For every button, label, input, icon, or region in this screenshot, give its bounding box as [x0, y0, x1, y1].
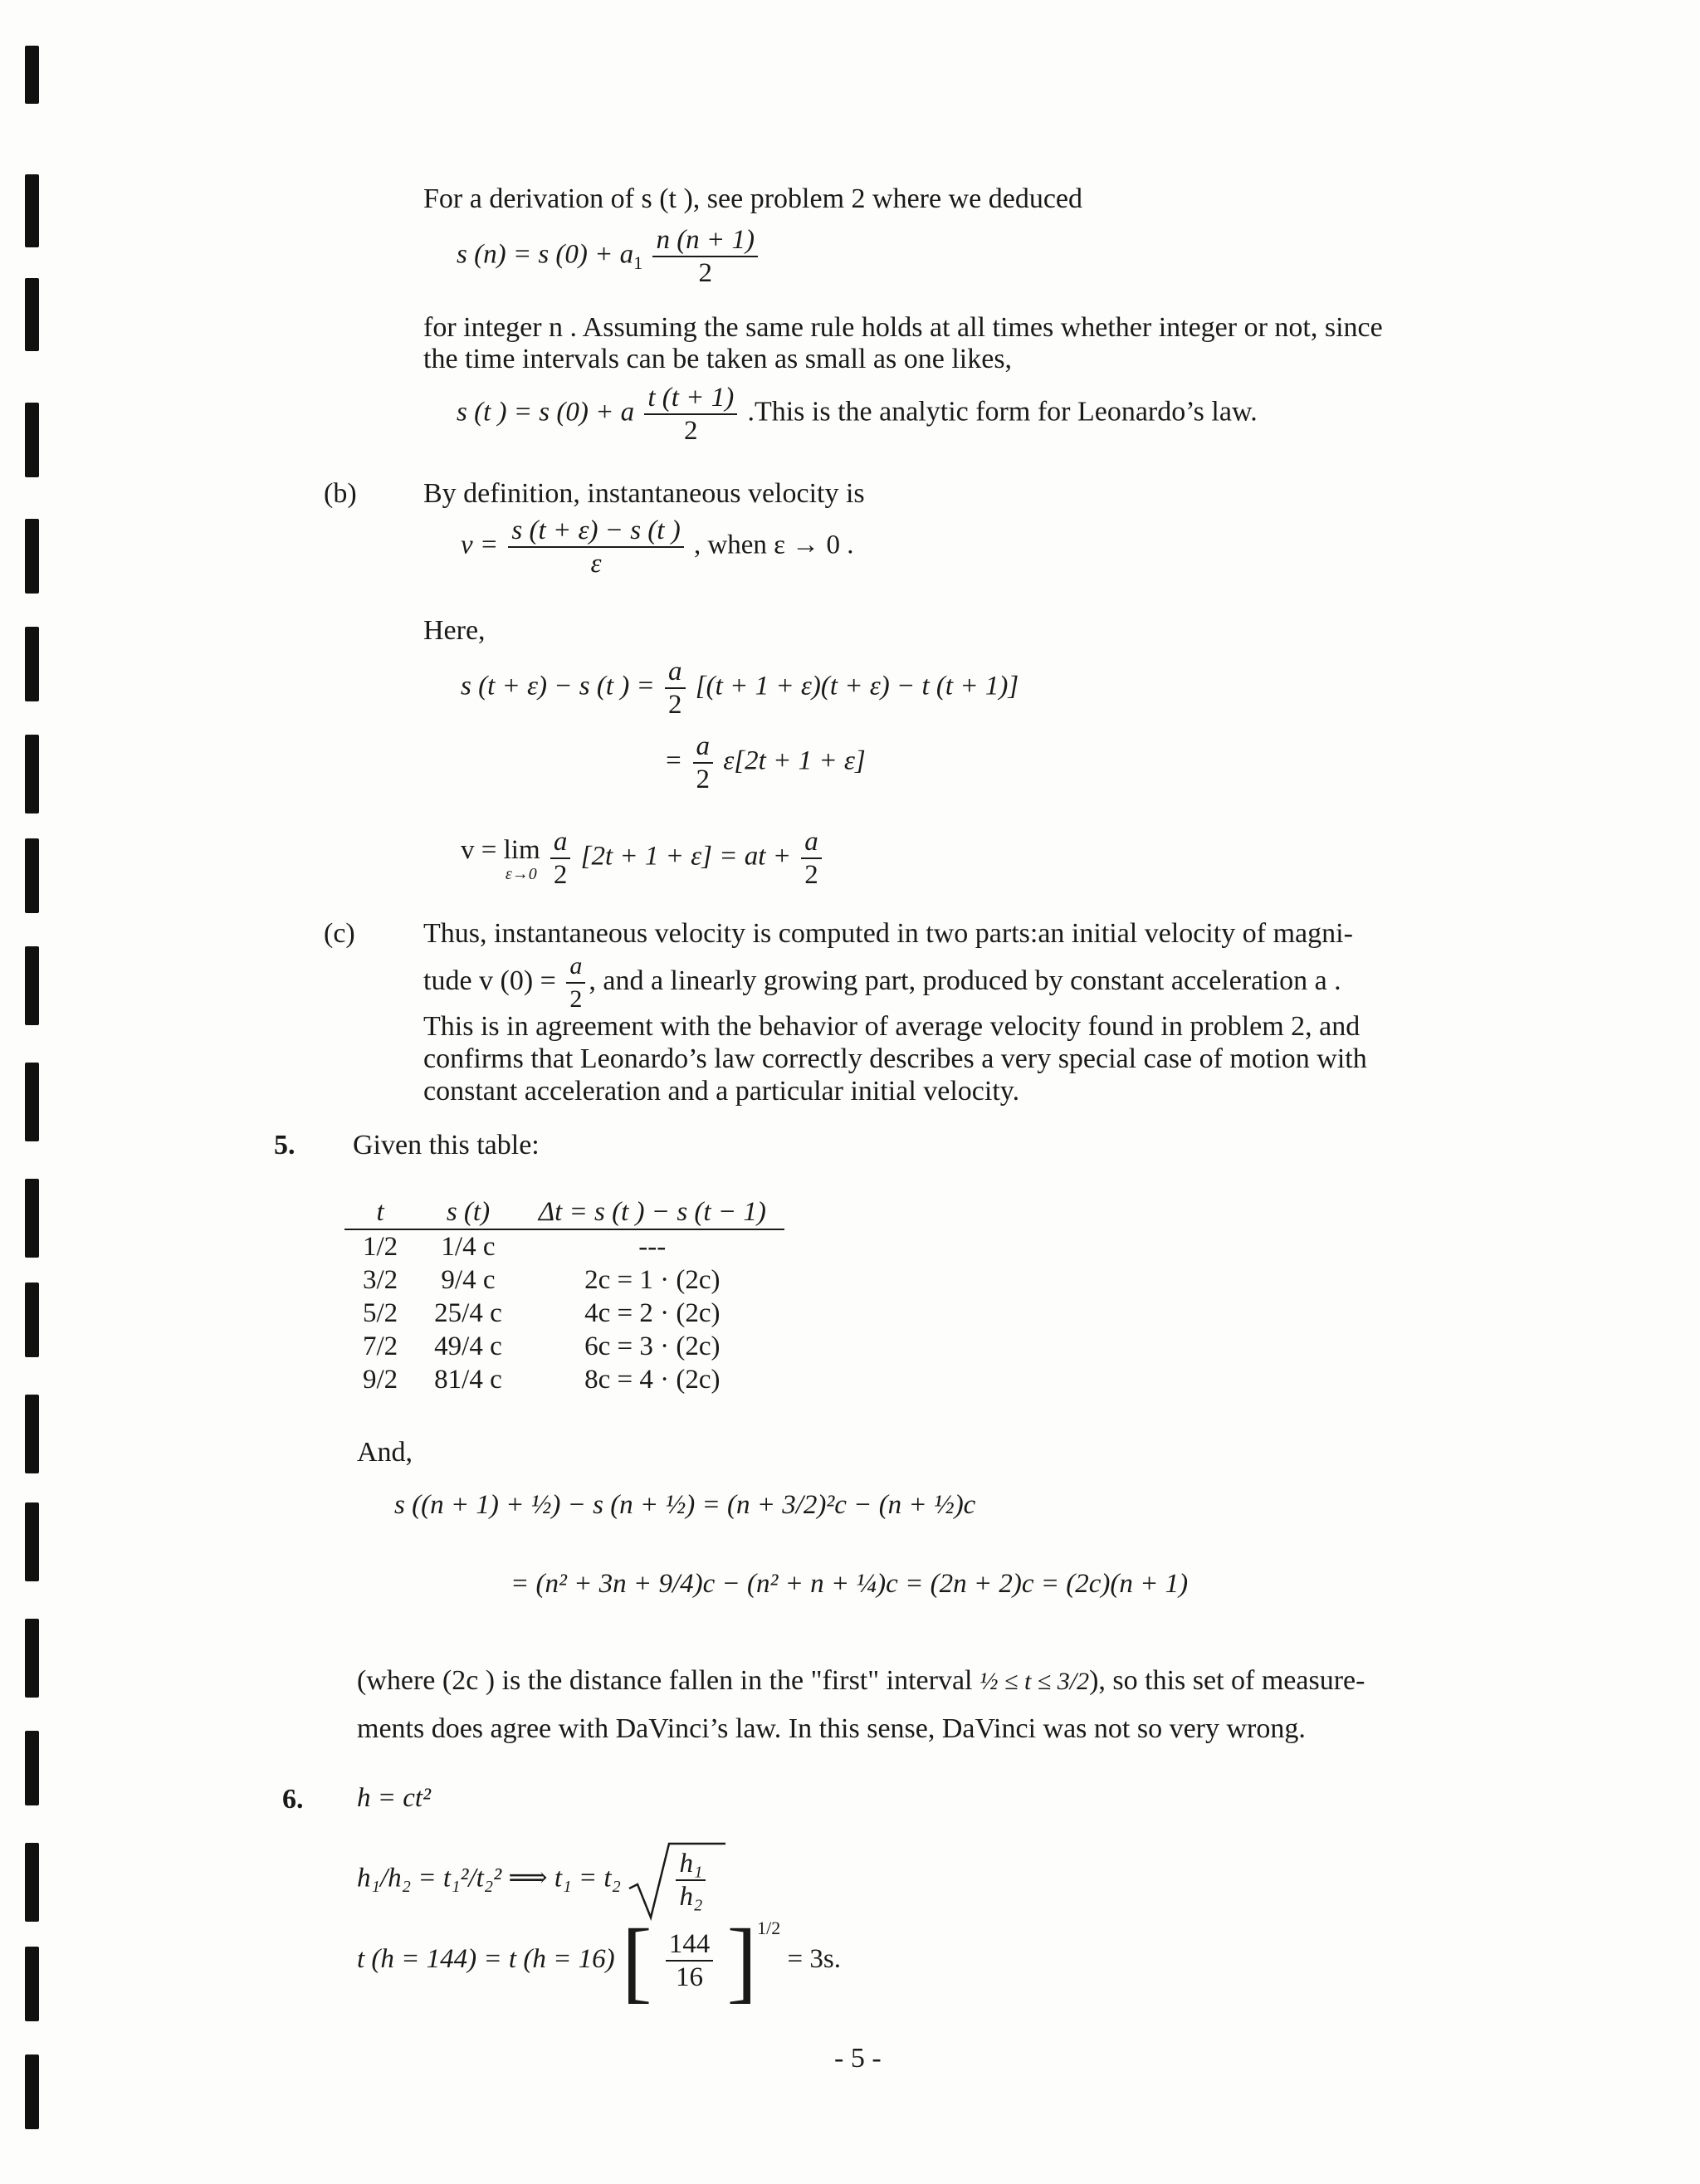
- data-table: [344, 1195, 784, 1396]
- equation-velocity-definition: v = $\frac{s (t + \varepsilon) - s (t )}{\varepsilon}$ , when ε → 0 .: [461, 515, 854, 579]
- binder-mark: [25, 278, 39, 351]
- binder-mark: [25, 1395, 39, 1473]
- binder-mark: [25, 519, 39, 594]
- problem-number-5: 5.: [274, 1130, 296, 1160]
- equation-h-ct2: h = ct²: [357, 1783, 431, 1813]
- equation-difference-2: = $\frac{a}{2}$ ε[2t + 1 + ε]: [664, 731, 866, 794]
- binder-mark: [25, 735, 39, 814]
- binder-mark: [25, 1619, 39, 1698]
- binder-mark: [25, 403, 39, 477]
- binder-mark: [25, 627, 39, 701]
- binder-mark: [25, 1063, 39, 1141]
- part-c-line: Thus, instantaneous velocity is computed in two parts:an initial velocity of magni-: [423, 918, 1353, 949]
- equation-time-result: t (h = 144) = t (h = 16) [ $\frac{144}{16}$ ]$^{1/2}$ = 3s.: [357, 1910, 841, 2012]
- equation-s-t: s (t ) = s (0) + a $\frac{t (t + 1)}{2}$ .This is the analytic form for Leonardo’s law.: [457, 383, 1258, 446]
- table-row: 5/2 25/4 c 4c = 2 · (2c): [363, 1298, 721, 1328]
- equation-s-n: s (n) = s $(0) + a_1$ $\frac{n (n + 1)}{2}$: [457, 224, 761, 289]
- equation-problem5-2: = (n² + 3n + 9/4)c − (n² + n + ¼)c = (2n + 2)c = (2c)(n + 1): [510, 1569, 1189, 1599]
- part-b-intro: By definition, instantaneous velocity is: [423, 478, 865, 509]
- problem-5-paragraph: (where (2c ) is the distance fallen in the "first" interval ½ ≤ t ≤ 3/2), so this set of measure-: [357, 1665, 1365, 1696]
- equation-velocity-limit: v = lim ε→0 $\frac{a}{2}$ [2t + 1 + ε] = at + $\frac{a}{2}$: [461, 826, 825, 891]
- table-header: t: [344, 1195, 416, 1229]
- table-row: 1/2 1/4 c ---: [363, 1232, 667, 1262]
- right-bracket: ]: [726, 1910, 758, 2012]
- table-header: s (t): [416, 1195, 520, 1229]
- table-header: Δt = s (t ) − s (t − 1): [520, 1195, 784, 1229]
- binder-mark: [25, 1283, 39, 1357]
- binder-mark: [25, 1502, 39, 1581]
- binder-mark: [25, 838, 39, 913]
- and-text: And,: [357, 1437, 413, 1468]
- equation-difference-1: s (t + ε) − s (t ) = $\frac{a}{2}$ [(t + 1 + ε)(t + ε) − t (t + 1)]: [461, 657, 1019, 720]
- part-c-line: confirms that Leonardo’s law correctly describes a very special case of motion with: [423, 1043, 1367, 1074]
- equation-ratio: h₁/h₂ = t₁²/t₂² ⟹ t₁ = t₂ $\frac{\text{h₁}}{\text{h₂}}$: [357, 1839, 709, 1922]
- equation-problem5-1: s ((n + 1) + ½) − s (n + ½) = (n + 3/2)²c − (n + ½)c: [394, 1490, 976, 1520]
- binder-mark: [25, 1843, 39, 1922]
- paragraph-line: the time intervals can be taken as small as one likes,: [423, 344, 1013, 374]
- table-row: 3/2 9/4 c 2c = 1 · (2c): [363, 1265, 721, 1295]
- part-c-line: tude v (0) = $\frac{a}{2}$ , and a linearly growing part, produced by constant acceleration a .: [423, 950, 1341, 1015]
- binder-mark: [25, 2055, 39, 2129]
- table-row: 9/2 81/4 c 8c = 4 · (2c): [363, 1365, 721, 1395]
- part-label-b: (b): [324, 478, 357, 509]
- binder-mark: [25, 1731, 39, 1805]
- table-row: 7/2 49/4 c 6c = 3 · (2c): [363, 1331, 721, 1361]
- part-label-c: (c): [324, 918, 355, 949]
- problem-number-6: 6.: [282, 1784, 304, 1815]
- binder-mark: [25, 1179, 39, 1258]
- part-c-line: constant acceleration and a particular initial velocity.: [423, 1076, 1020, 1107]
- page-number: - 5 -: [834, 2043, 882, 2074]
- binder-mark: [25, 1947, 39, 2021]
- part-c-line: This is in agreement with the behavior of average velocity found in problem 2, and: [423, 1011, 1360, 1042]
- binder-mark: [25, 174, 39, 247]
- intro-text: For a derivation of s (t ), see problem 2 where we deduced: [423, 183, 1083, 214]
- problem-5-paragraph: ments does agree with DaVinci’s law. In this sense, DaVinci was not so very wrong.: [357, 1713, 1306, 1744]
- left-bracket: [: [621, 1910, 652, 2012]
- binder-mark: [25, 46, 39, 104]
- paragraph-line: for integer n . Assuming the same rule holds at all times whether integer or not, since: [423, 312, 1383, 343]
- here-text: Here,: [423, 615, 486, 646]
- problem-5-intro: Given this table:: [353, 1130, 540, 1160]
- binder-mark: [25, 946, 39, 1025]
